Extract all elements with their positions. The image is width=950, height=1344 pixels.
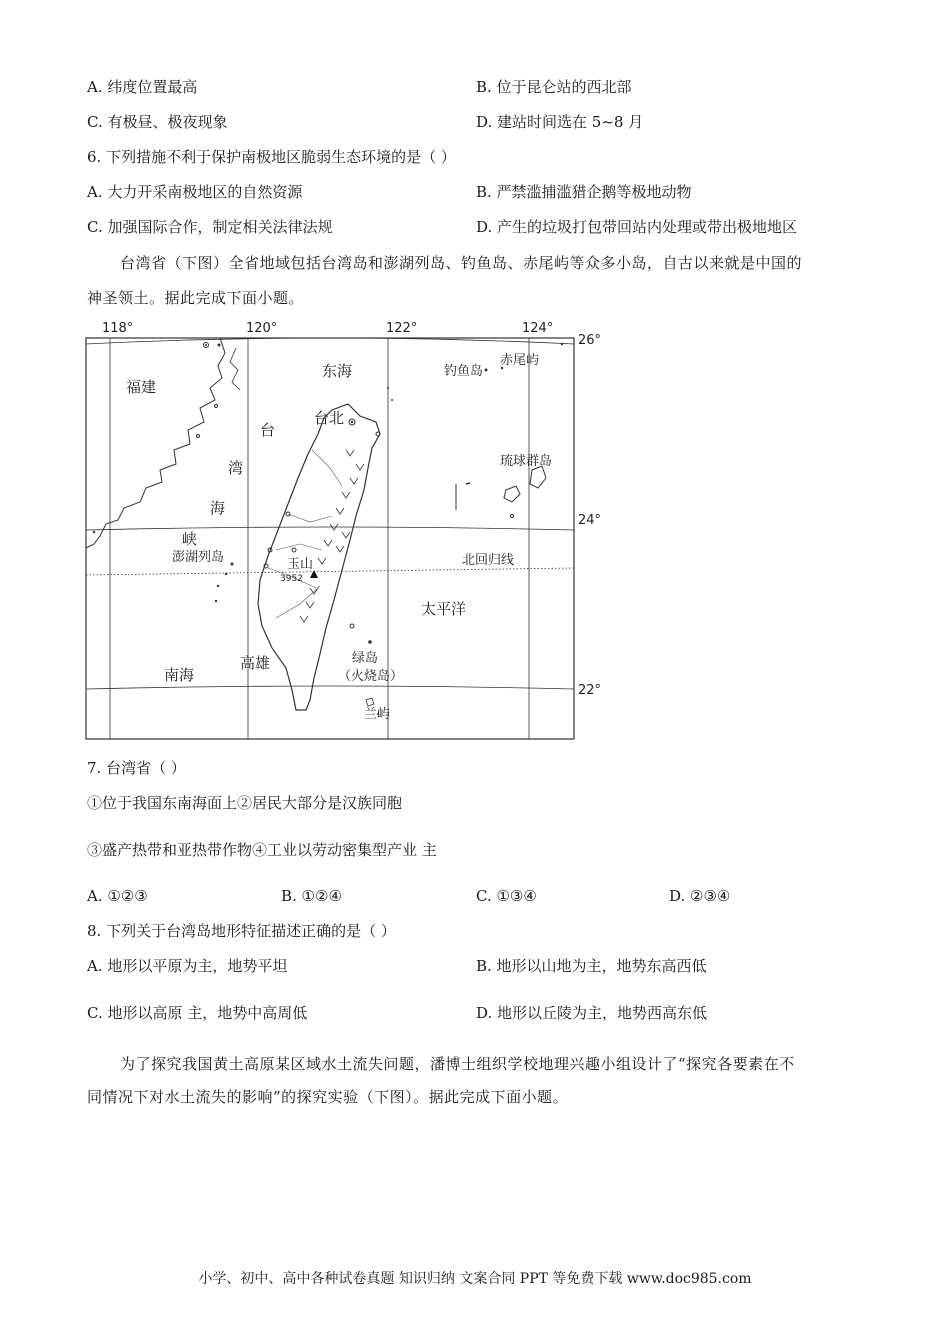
q7-option-b: B. ①②④ (281, 887, 342, 905)
intro-loess-line2: 同情况下对水土流失的影响”的探究实验（下图）。据此完成下面小题。 (87, 1088, 569, 1106)
q7-option-c: C. ①③④ (476, 887, 537, 905)
q5-option-b: B. 位于昆仑站的西北部 (476, 78, 632, 96)
page-footer: 小学、初中、高中各种试卷真题 知识归纳 文案合同 PPT 等免费下载 www.doc985.com (198, 1271, 752, 1287)
lon-120-label: 120° (246, 321, 278, 336)
q6-stem: 6. 下列措施不利于保护南极地区脆弱生态环境的是（ ） (87, 148, 456, 166)
q6-option-c: C. 加强国际合作，制定相关法律法规 (87, 218, 333, 236)
q7-stem: 7. 台湾省（ ） (87, 759, 186, 777)
tropic-line (86, 568, 574, 575)
label-pacific: 太平洋 (421, 600, 467, 618)
label-fujian: 福建 (126, 378, 157, 396)
q7-statement-2: ③盛产热带和亚热带作物④工业以劳动密集型产业 主 (87, 841, 437, 859)
label-strait-4: 峡 (182, 530, 198, 548)
q7-option-a: A. ①②③ (87, 887, 148, 905)
fujian-coast (86, 338, 225, 548)
q7-option-d: D. ②③④ (669, 887, 731, 905)
q8-option-b: B. 地形以山地为主，地势东高西低 (476, 957, 707, 975)
label-penghu: 澎湖列岛 (172, 550, 225, 565)
label-strait-1: 台 (260, 421, 276, 439)
lon-124-label: 124° (522, 321, 554, 336)
label-yushan-height: 3952 (280, 574, 303, 584)
parallel-22 (86, 686, 574, 689)
intro-taiwan-line1: 台湾省（下图）全省地域包括台湾岛和澎湖列岛、钓鱼岛、赤尾屿等众多小岛，自古以来就是中国的 (120, 254, 803, 272)
lat-22-label: 22° (578, 683, 602, 698)
label-huoshao: （火烧岛） (338, 669, 404, 684)
label-chiwei: 赤尾屿 (500, 353, 540, 368)
taiwan-map (80, 318, 610, 746)
lon-118-label: 118° (102, 321, 134, 336)
q8-stem: 8. 下列关于台湾岛地形特征描述正确的是（ ） (87, 922, 396, 940)
label-yushan: 玉山 (287, 557, 314, 572)
q5-option-a: A. 纬度位置最高 (87, 78, 198, 96)
q6-option-d: D. 产生的垃圾打包带回站内处理或带出极地地区 (476, 218, 798, 236)
q8-option-d: D. 地形以丘陵为主，地势西高东低 (476, 1004, 708, 1022)
q5-option-c: C. 有极昼、极夜现象 (87, 113, 228, 131)
label-strait-2: 湾 (228, 459, 244, 477)
label-liuqiu: 琉球群岛 (500, 454, 553, 469)
label-strait-3: 海 (210, 499, 226, 517)
parallel-26 (86, 338, 574, 344)
label-lanyu: 兰屿 (364, 707, 391, 722)
q8-option-a: A. 地形以平原为主，地势平坦 (87, 957, 288, 975)
label-tropic: 北回归线 (462, 553, 515, 568)
label-lvdao: 绿岛 (352, 651, 379, 666)
q6-option-b: B. 严禁滥捕滥猎企鹅等极地动物 (476, 183, 692, 201)
label-taibei: 台北 (314, 409, 345, 427)
map-frame (86, 338, 574, 739)
q6-option-a: A. 大力开采南极地区的自然资源 (87, 183, 303, 201)
lat-26-label: 26° (578, 333, 602, 348)
label-donghai: 东海 (322, 362, 353, 380)
q8-option-c: C. 地形以高原 主，地势中高周低 (87, 1004, 308, 1022)
parallel-24 (86, 527, 574, 530)
lat-24-label: 24° (578, 513, 602, 528)
lon-122-label: 122° (386, 321, 418, 336)
q5-option-d: D. 建站时间选在 5~8 月 (476, 113, 644, 131)
q7-statement-1: ①位于我国东南海面上②居民大部分是汉族同胞 (87, 794, 403, 812)
intro-loess-line1: 为了探究我国黄土高原某区域水土流失问题，潘博士组织学校地理兴趣小组设计了“探究各要素在不 (120, 1055, 795, 1073)
label-gaoxiong: 高雄 (240, 654, 271, 672)
label-diaoyu: 钓鱼岛 (444, 364, 484, 379)
label-nanhai: 南海 (164, 666, 195, 684)
intro-taiwan-line2: 神圣领土。据此完成下面小题。 (87, 289, 305, 307)
